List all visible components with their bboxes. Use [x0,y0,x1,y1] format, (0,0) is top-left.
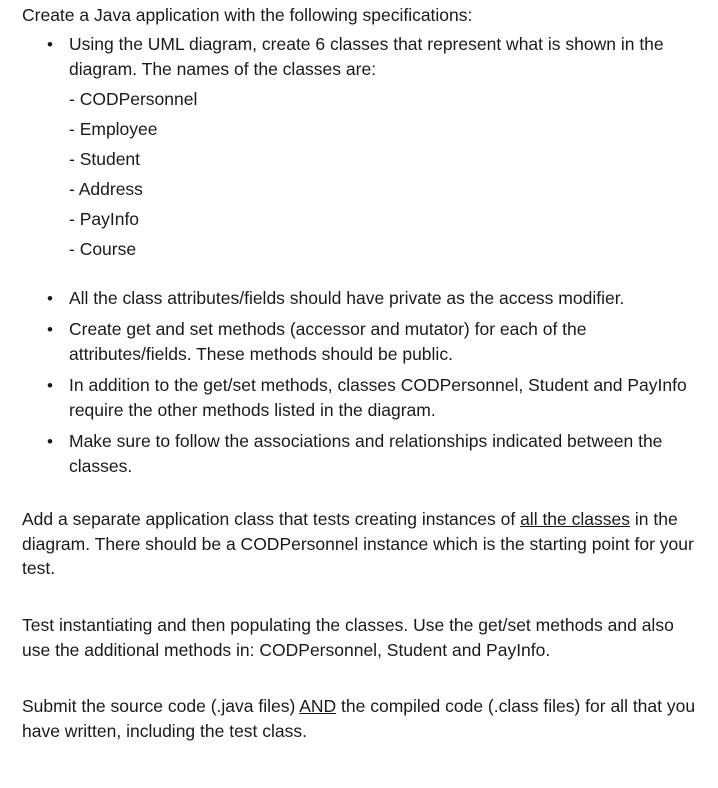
class-name-item: - Student [69,149,141,169]
paragraph-text: Add a separate application class that tests creating instances of [22,509,521,529]
bullet-get-set-methods [0,317,718,367]
class-name-item: - Employee [69,119,158,139]
underlined-text: AND [299,696,337,716]
bullet-associations [0,429,718,479]
bullet-text: All the class attributes/fields should have private as the access modifier. [69,288,625,308]
paragraph-text: in the diagram. There should be a CODPersonnel instance which is the starting point for your test. [22,509,694,578]
class-name-item: - Address [69,179,143,199]
bullet-uml-classes [0,32,718,286]
specification-list [0,32,718,485]
class-name-item: - CODPersonnel [69,89,198,109]
class-name-item: - Course [69,239,137,259]
class-name-item: - PayInfo [69,209,140,229]
bullet-marker: • [47,432,53,451]
bullet-other-methods [0,373,718,423]
populate-paragraph: Test instantiating and then populating the classes. Use the get/set methods and also use the additional methods in: CODPersonnel, Student and PayInfo. [22,615,674,660]
test-class-paragraph [22,507,702,581]
paragraph-text: Submit the source code (.java files) [22,696,300,716]
submission-paragraph [22,694,702,743]
class-name-list [69,87,688,262]
bullet-marker: • [47,376,53,395]
bullet-text: Using the UML diagram, create 6 classes that represent what is shown in the diagram. The names of the classes are: [69,34,664,79]
bullet-marker: • [47,35,53,54]
bullet-text: Create get and set methods (accessor and mutator) for each of the attributes/fields. These methods should be public. [69,319,587,364]
bullet-marker: • [47,289,53,308]
bullet-private-fields [0,286,718,311]
underlined-text: all the classes [520,509,630,529]
bullet-marker: • [47,320,53,339]
bullet-text: Make sure to follow the associations and relationships indicated between the classes. [69,431,663,476]
paragraph-text: the compiled code (.class files) for all that you have written, including the test class. [22,696,696,741]
bullet-text: In addition to the get/set methods, classes CODPersonnel, Student and PayInfo require the other methods listed in the diagram. [69,375,687,420]
intro-text: Create a Java application with the following specifications: [22,5,473,25]
